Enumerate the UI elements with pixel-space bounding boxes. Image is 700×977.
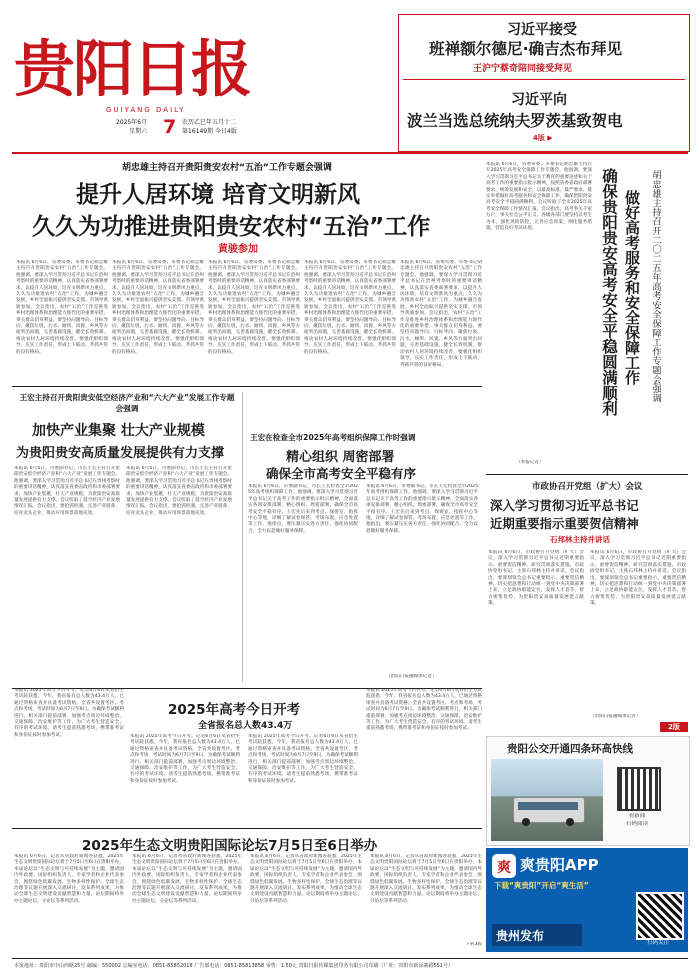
mid-left-story (12, 392, 238, 682)
lead-sub: 黄骏参加 (218, 244, 258, 255)
right-vertical-kicker: 胡忠雄主持召开二〇二五年高考安全保障工作专题会强调 (650, 170, 661, 403)
right-vertical-text: 本报讯 6月6日，省委常委、市委书记胡忠雄主持召开2025年高考安全保障工作专题会。他强调，要深入学习贯彻习近平总书记关于教育的重要论述和关于高考工作的重要指示批示精神，按照省委省政府部署要求，统筹发展和安全，以最高标准、最严要求、最实举措做好高考服务和安全保障工作，确保贵阳贵安高考安全平稳圆满顺利。会议听取了全市2025年高考安全保障工作情况汇报。会议指出，高考事关千家万户，事关社会公平正义。各级各部门要坚持以考生为本，强化风险防控，完善应急预案，细化服务措施，营造良好考试环境。 (486, 162, 592, 232)
right-mid-headline-2: 近期重要指示重要贺信精神 (490, 516, 639, 531)
mid-left-text-col-1: 本报讯 6月5日，市委副书记、市长王宏主持召开贵阳贵安低空经济产业和“六大产业”发展工作专题会。他强调，要深入学习贯彻习近平总书记在贵州考察时的重要讲话精神，认真落实省委省政府和市委部署要求，加快产业集聚，壮大产业规模，为贵阳贵安高质量发展提供有力支撑。会议听取了低空经济产业发展情况汇报。会议指出，要抢抓机遇，完善产业链条，培育龙头企业，推动应用场景落地见效。 (14, 466, 120, 516)
right-mid-sub: 石邦林主持并讲话 (550, 535, 610, 544)
forum-story (12, 832, 482, 954)
app-name: 爽贵阳APP (520, 856, 599, 874)
right-mid-credit: （贵阳日报融媒体记者） (590, 714, 641, 719)
bus-promo[interactable] (486, 736, 690, 846)
exam-text-col-4: 本报讯 2025年高考今日开考。记者6月6日从省招生考试院获悉，今年，我省报名总人数为43.4万人，已通过资格审查并具备考试资格。全省共设置考区、考点和考场，考试时间为6月7日至9日。为确保考试顺利进行，相关部门提前部署，加强考点周边环境整治、交通保障、治安维护等工作，为广大考生营造安全、有序的考试环境。请考生提前熟悉考场，携带准考证和身份证按时参加考试。 (366, 688, 482, 732)
app-slogan: 下载“爽贵阳”开启“爽生活” (494, 881, 589, 890)
right-vertical-headline-1: 做好高考服务和安全保障工作 (623, 190, 641, 385)
masthead-date: 2025年6月 (116, 119, 148, 126)
qr-code-app[interactable] (636, 892, 684, 940)
mid-center-story (246, 392, 482, 682)
story1-sub: 王沪宁蔡奇陪同接受拜见 (473, 64, 573, 74)
exam-story (12, 688, 482, 822)
wechat-caption: 扫码关注 (646, 940, 669, 946)
right-mid-text-col-2: 本报讯 6月6日，市政协召开党组（扩大）会议，深入学习贯彻习近平总书记近期重要指示、重要贺信精神，研究贯彻落实措施。市政协党组书记、主席石邦林主持并讲话。会议指出，要深刻领会总书记重要指示、重要贺信精神，切实把思想和行动统一到党中央决策部署上来，立足政协职能定位，发挥人才荟萃、智力密集优势，为贵阳贵安高质量发展建言献策。 (590, 550, 686, 607)
lead-headline-2: 久久为功推进贵阳贵安农村“五治”工作 (32, 214, 431, 240)
wechat-brand (492, 924, 582, 946)
right-mid-headline-1: 深入学习贯彻习近平总书记 (490, 498, 639, 513)
top-right-box (398, 14, 690, 152)
right-vertical-story (486, 160, 688, 470)
story2-page-ref-text: 4版 (533, 134, 545, 142)
mid-center-text-col-2: 本报讯 6月6日，市委副书记、市长王宏检查全市2025年高考组织保障工作。他强调，要深入学习贯彻习近平总书记关于高考工作的重要指示批示精神，全面落实各项安排部署，精心组织、周密部署，确保全市高考安全平稳有序。王宏先后来到考点、保密室、指挥中心等地，详细了解试卷保管、考场布置、应急处置等工作。他指出，要压紧压实各方责任，强化协同配合，全力以赴做好服务保障。 (366, 484, 478, 534)
app-logo (492, 854, 516, 878)
right-mid-story (486, 478, 688, 728)
forum-headline: 2025年生态文明贵阳国际论坛7月5日至6日举办 (82, 838, 378, 854)
masthead-pinyin: GUIYANG DAILY (106, 106, 186, 114)
forum-text-col-3: 本报讯 6月6日，记者从省政府新闻办获悉，2025年生态文明贵阳国际论坛将于7月5日至6日在贵阳举办。本届论坛以“生态文明与可持续发展”为主题，邀请国内外政要、国际组织负责人、专家学者和企业代表参会，围绕绿色低碳发展、生物多样性保护、全球生态治理等议题开展深入交流研讨，发布系列成果，为推动全球生态文明建设贡献智慧和力量。论坛期间将举办主题论坛、分论坛等系列活动。 (250, 854, 362, 904)
lead-text-col-1: 本报讯 6月6日，省委常委、市委书记胡忠雄主持召开贵阳贵安农村“五治”工作专题会。他强调，要深入学习贯彻习近平总书记在贵州考察时的重要讲话精神，认真落实省委部署要求，以提升人居环境、培育文明新风为重点，久久为功推进农村“五治”工作，为城乡融合发展、乡村全面振兴提供坚实支撑。市领导黄骏参加。会议指出，农村“五治”工作是推进乡村治理体系和治理能力现代化的重要举措，事关群众切身利益。要坚持问题导向、目标导向，聚焦垃圾、污水、厕所、风貌、乡风等方面突出问题，完善基础设施，健全长效机制，推动农村人居环境持续改善。要强化组织领导，压实工作责任，形成上下联动、齐抓共管的良好格局。 (16, 260, 108, 355)
lead-text-col-5: 本报讯 6月6日，省委常委、市委书记胡忠雄主持召开贵阳贵安农村“五治”工作专题会。他强调，要深入学习贯彻习近平总书记在贵州考察时的重要讲话精神，认真落实省委部署要求，以提升人居环境、培育文明新风为重点，久久为功推进农村“五治”工作，为城乡融合发展、乡村全面振兴提供坚实支撑。市领导黄骏参加。会议指出，农村“五治”工作是推进乡村治理体系和治理能力现代化的重要举措，事关群众切身利益。要坚持问题导向、目标导向，聚焦垃圾、污水、厕所、风貌、乡风等方面突出问题，完善基础设施，健全长效机制，推动农村人居环境持续改善。要强化组织领导，压实工作责任，形成上下联动、齐抓共管的良好格局。 (400, 260, 482, 368)
mid-left-headline-2: 为贵阳贵安高质量发展提供有力支撑 (16, 446, 225, 461)
masthead-weekday: 星期六 (129, 128, 148, 135)
qr-code-news[interactable] (617, 767, 661, 811)
masthead-day: 7 (163, 116, 177, 138)
mid-center-headline-1: 精心组织 周密部署 (286, 450, 395, 465)
app-logo-icon: 爽 (497, 860, 511, 876)
masthead-issue: 第16149期 今日4版 (182, 128, 237, 135)
forum-text-col-2: 本报讯 6月6日，记者从省政府新闻办获悉，2025年生态文明贵阳国际论坛将于7月5日至6日在贵阳举办。本届论坛以“生态文明与可持续发展”为主题，邀请国内外政要、国际组织负责人、专家学者和企业代表参会，围绕绿色低碳发展、生物多样性保护、全球生态治理等议题开展深入交流研讨，发布系列成果，为推动全球生态文明建设贡献智慧和力量。论坛期间将举办主题论坛、分论坛等系列活动。 (132, 854, 242, 904)
right-mid-page-ref-text: 2版 (668, 723, 680, 731)
mid-center-text-col-1: 本报讯 6月6日，市委副书记、市长王宏检查全市2025年高考组织保障工作。他强调，要深入学习贯彻习近平总书记关于高考工作的重要指示批示精神，全面落实各项安排部署，精心组织、周密部署，确保全市高考安全平稳有序。王宏先后来到考点、保密室、指挥中心等地，详细了解试卷保管、考场布置、应急处置等工作。他指出，要压紧压实各方责任，强化协同配合，全力以赴做好服务保障。 (248, 484, 358, 534)
exam-headline: 2025年高考今日开考 (168, 702, 301, 718)
exam-text-col-2: 本报讯 2025年高考今日开考。记者6月6日从省招生考试院获悉，今年，我省报名总人数为43.4万人，已通过资格审查并具备考试资格。全省共设置考区、考点和考场，考试时间为6月7日至9日。为确保考试顺利进行，相关部门提前部署，加强考点周边环境整治、交通保障、治安维护等工作，为广大考生营造安全、有序的考试环境。请考生提前熟悉考场，携带准考证和身份证按时参加考试。 (130, 734, 240, 784)
mid-left-text-col-2: 本报讯 6月5日，市委副书记、市长王宏主持召开贵阳贵安低空经济产业和“六大产业”发展工作专题会。他强调，要深入学习贯彻习近平总书记在贵州考察时的重要讲话精神，认真落实省委省政府和市委部署要求，加快产业集聚，壮大产业规模，为贵阳贵安高质量发展提供有力支撑。会议听取了低空经济产业发展情况汇报。会议指出，要抢抓机遇，完善产业链条，培育龙头企业，推动应用场景落地见效。 (126, 466, 232, 516)
masthead-title: 贵阳日报 (14, 34, 251, 105)
forum-text-col-1: 本报讯 6月6日，记者从省政府新闻办获悉，2025年生态文明贵阳国际论坛将于7月5日至6日在贵阳举办。本届论坛以“生态文明与可持续发展”为主题，邀请国内外政要、国际组织负责人、专家学者和企业代表参会，围绕绿色低碳发展、生物多样性保护、全球生态治理等议题开展深入交流研讨，发布系列成果，为推动全球生态文明建设贡献智慧和力量。论坛期间将举办主题论坛、分论坛等系列活动。 (14, 854, 124, 904)
exam-sub: 全省报名总人数43.4万 (198, 721, 293, 731)
masthead-meta (116, 118, 276, 140)
footer: 本报地址：贵阳市中山西路25号 邮编：550002 总编室电话：0851-85852018 广告部电话：0851-85813858 零售：1.50元 贵阳日报传媒集团印务有限公司印刷（厂址：贵阳市新添寨路551号） (14, 963, 454, 969)
right-mid-kicker: 市政协召开党组（扩大）会议 (532, 482, 643, 492)
right-mid-text-col-1: 本报讯 6月6日，市政协召开党组（扩大）会议，深入学习贯彻习近平总书记近期重要指示、重要贺信精神，研究贯彻落实措施。市政协党组书记、主席石邦林主持并讲话。会议指出，要深刻领会总书记重要指示、重要贺信精神，切实把思想和行动统一到党中央决策部署上来，立足政协职能定位，发挥人才荟萃、智力密集优势，为贵阳贵安高质量发展建言献策。 (488, 550, 584, 607)
app-promo[interactable] (486, 848, 688, 952)
masthead-lunar: 农历乙巳年五月十二 (182, 119, 237, 126)
lead-text-col-3: 本报讯 6月6日，省委常委、市委书记胡忠雄主持召开贵阳贵安农村“五治”工作专题会。他强调，要深入学习贯彻习近平总书记在贵州考察时的重要讲话精神，认真落实省委部署要求，以提升人居环境、培育文明新风为重点，久久为功推进农村“五治”工作，为城乡融合发展、乡村全面振兴提供坚实支撑。市领导黄骏参加。会议指出，农村“五治”工作是推进乡村治理体系和治理能力现代化的重要举措，事关群众切身利益。要坚持问题导向、目标导向，聚焦垃圾、污水、厕所、风貌、乡风等方面突出问题，完善基础设施，健全长效机制，推动农村人居环境持续改善。要强化组织领导，压实工作责任，形成上下联动、齐抓共管的良好格局。 (208, 260, 300, 355)
lead-headline-1: 提升人居环境 培育文明新风 (76, 182, 361, 208)
lead-kicker: 胡忠雄主持召开贵阳贵安农村“五治”工作专题会强调 (122, 163, 332, 173)
mid-left-headline-1: 加快产业集聚 壮大产业规模 (32, 423, 205, 439)
qr-caption-2: 扫码阅读 (625, 821, 648, 827)
forum-page-ref: 下转3版 (465, 942, 482, 947)
exam-text-col-1: 本报讯 2025年高考今日开考。记者6月6日从省招生考试院获悉，今年，我省报名总人数为43.4万人，已通过资格审查并具备考试资格。全省共设置考区、考点和考场，考试时间为6月7日至9日。为确保考试顺利进行，相关部门提前部署，加强考点周边环境整治、交通保障、治安维护等工作，为广大考生营造安全、有序的考试环境。请考生提前熟悉考场，携带准考证和身份证按时参加考试。 (14, 688, 124, 738)
qr-caption-1: 看新闻 (628, 813, 646, 819)
wechat-brand-name: 贵州发布 (496, 929, 545, 943)
mid-left-kicker: 王宏主持召开贵阳贵安低空经济产业和“六大产业”发展工作专题会强调 (19, 393, 235, 413)
forum-text-col-4: 本报讯 6月6日，记者从省政府新闻办获悉，2025年生态文明贵阳国际论坛将于7月5日至6日在贵阳举办。本届论坛以“生态文明与可持续发展”为主题，邀请国内外政要、国际组织负责人、专家学者和企业代表参会，围绕绿色低碳发展、生物多样性保护、全球生态治理等议题开展深入交流研讨，发布系列成果，为推动全球生态文明建设贡献智慧和力量。论坛期间将举办主题论坛、分论坛等系列活动。 (370, 854, 482, 904)
right-vertical-headline-2: 确保贵阳贵安高考安全平稳圆满顺利 (600, 168, 618, 416)
mid-center-kicker: 王宏在检查全市2025年高考组织保障工作时强调 (250, 433, 416, 442)
mid-center-headline-2: 确保全市高考安全平稳有序 (266, 466, 417, 481)
story1-kicker: 习近平接受 (507, 22, 577, 38)
right-mid-page-ref (660, 722, 688, 732)
story2-headline: 波兰当选总统纳夫罗茨基致贺电 (407, 112, 623, 130)
story2-kicker: 习近平向 (511, 92, 567, 108)
story1-headline: 班禅额尔德尼·确吉杰布拜见 (429, 40, 623, 58)
mid-center-credit: （贵阳日报融媒体记者） (386, 674, 437, 679)
right-vertical-credit: （本报记者） (516, 460, 544, 465)
story2-page-ref (533, 133, 553, 143)
exam-text-col-3: 本报讯 2025年高考今日开考。记者6月6日从省招生考试院获悉，今年，我省报名总人数为43.4万人，已通过资格审查并具备考试资格。全省共设置考区、考点和考场，考试时间为6月7日至9日。为确保考试顺利进行，相关部门提前部署，加强考点周边环境整治、交通保障、治安维护等工作，为广大考生营造安全、有序的考试环境。请考生提前熟悉考场，携带准考证和身份证按时参加考试。 (248, 734, 358, 784)
arrow-right-icon: ▶ (544, 134, 553, 142)
lead-story (12, 160, 482, 380)
lead-text-col-2: 本报讯 6月6日，省委常委、市委书记胡忠雄主持召开贵阳贵安农村“五治”工作专题会。他强调，要深入学习贯彻习近平总书记在贵州考察时的重要讲话精神，认真落实省委部署要求，以提升人居环境、培育文明新风为重点，久久为功推进农村“五治”工作，为城乡融合发展、乡村全面振兴提供坚实支撑。市领导黄骏参加。会议指出，农村“五治”工作是推进乡村治理体系和治理能力现代化的重要举措，事关群众切身利益。要坚持问题导向、目标导向，聚焦垃圾、污水、厕所、风貌、乡风等方面突出问题，完善基础设施，健全长效机制，推动农村人居环境持续改善。要强化组织领导，压实工作责任，形成上下联动、齐抓共管的良好格局。 (112, 260, 204, 355)
bus-photo (491, 759, 603, 841)
bus-icon (513, 797, 585, 823)
bus-promo-headline: 贵阳公交开通四条环高快线 (507, 743, 633, 755)
lead-text-col-4: 本报讯 6月6日，省委常委、市委书记胡忠雄主持召开贵阳贵安农村“五治”工作专题会。他强调，要深入学习贯彻习近平总书记在贵州考察时的重要讲话精神，认真落实省委部署要求，以提升人居环境、培育文明新风为重点，久久为功推进农村“五治”工作，为城乡融合发展、乡村全面振兴提供坚实支撑。市领导黄骏参加。会议指出，农村“五治”工作是推进乡村治理体系和治理能力现代化的重要举措，事关群众切身利益。要坚持问题导向、目标导向，聚焦垃圾、污水、厕所、风貌、乡风等方面突出问题，完善基础设施，健全长效机制，推动农村人居环境持续改善。要强化组织领导，压实工作责任，形成上下联动、齐抓共管的良好格局。 (304, 260, 396, 355)
